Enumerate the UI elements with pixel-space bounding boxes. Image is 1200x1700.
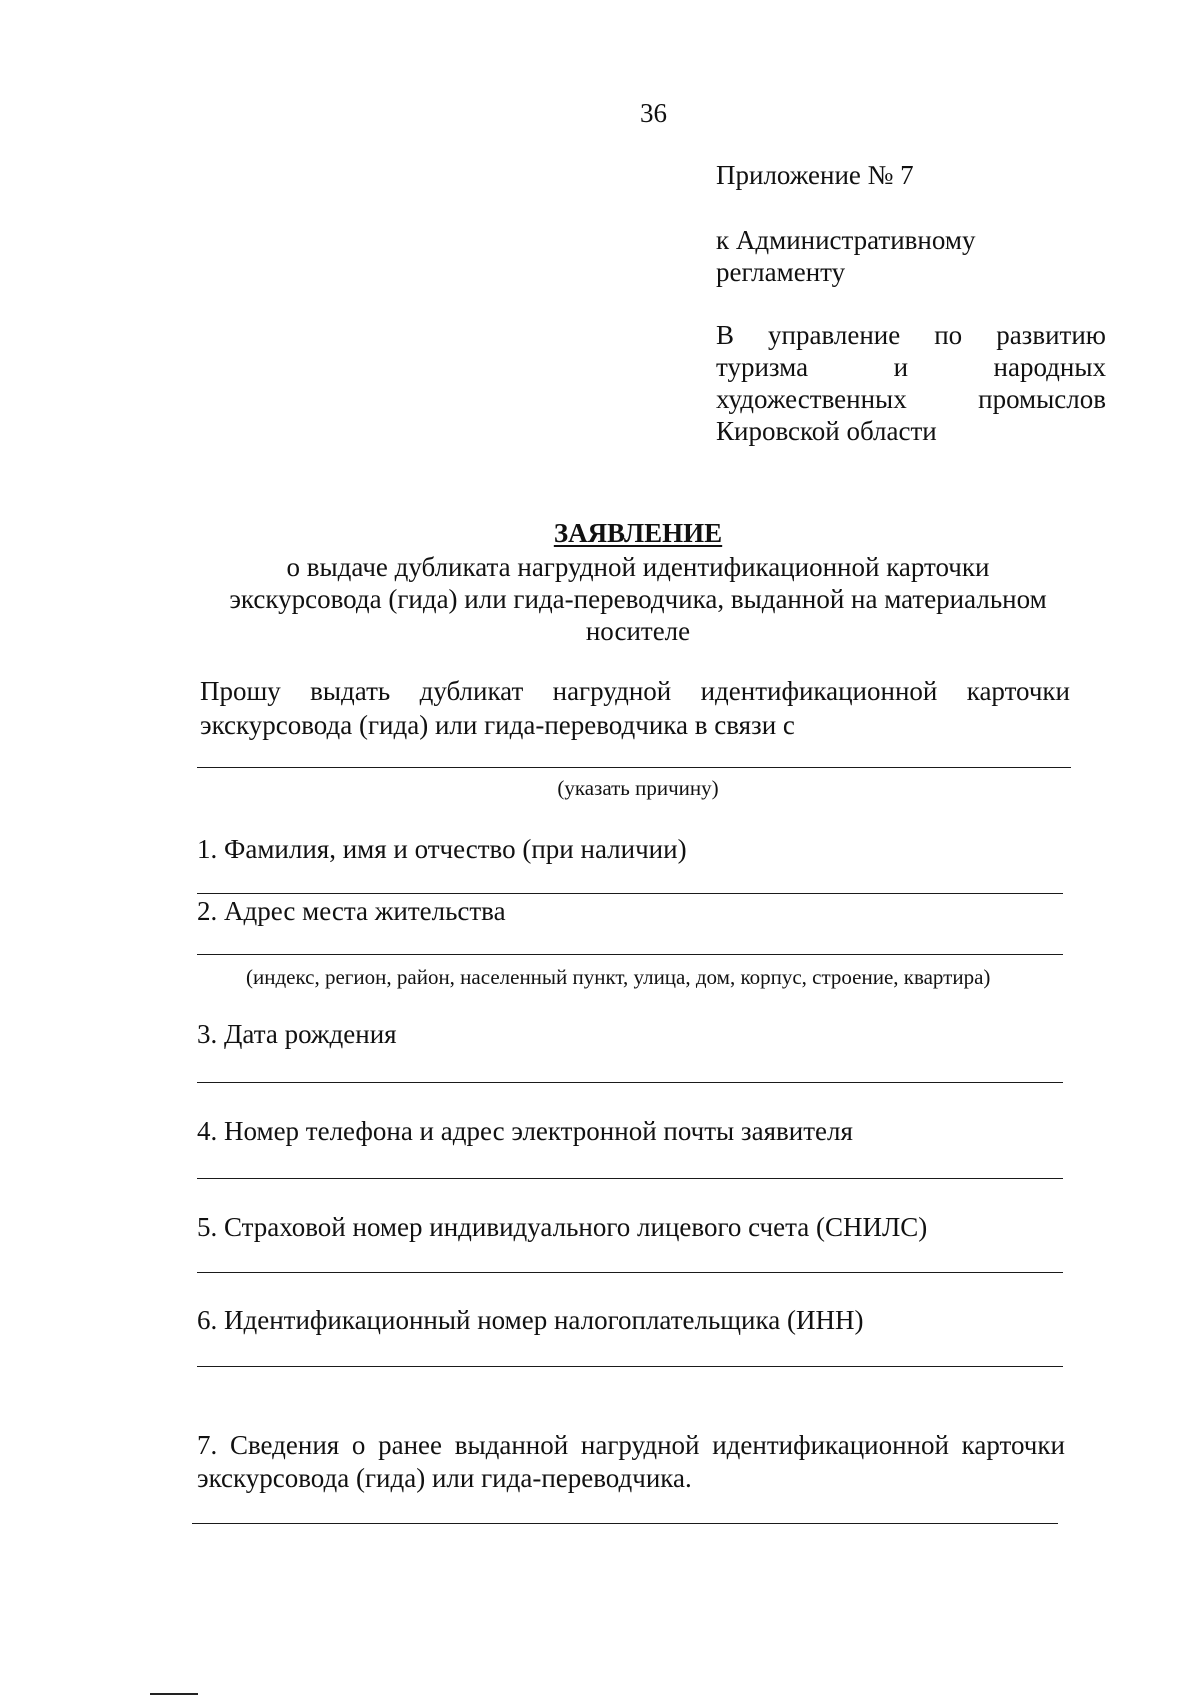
request-word: Прошу <box>200 676 281 706</box>
addressee-line-3 <box>716 384 1106 415</box>
regulation-line-2: регламенту <box>716 257 846 287</box>
field-2-line <box>197 954 1063 955</box>
request-line-1 <box>200 676 1070 707</box>
title-subtitle-line-1: о выдаче дубликата нагрудной идентификационной карточки <box>286 552 990 582</box>
field-6-label: 6. Идентификационный номер налогоплательщика (ИНН) <box>197 1305 864 1335</box>
addressee-word: туризма <box>716 352 809 382</box>
field-7-word: выданной <box>454 1430 569 1460</box>
field-7-word: карточки <box>961 1430 1065 1460</box>
addressee-word: управление <box>768 320 901 350</box>
appendix-label: Приложение № 7 <box>716 160 914 190</box>
addressee-line-1 <box>716 320 1106 351</box>
field-7-line-2: экскурсовода (гида) или гида-переводчика. <box>197 1463 692 1493</box>
scan-artifact-mark <box>150 1693 198 1695</box>
field-7-word: идентификационной <box>712 1430 949 1460</box>
field-4-label: 4. Номер телефона и адрес электронной почты заявителя <box>197 1116 853 1146</box>
field-1-line <box>197 893 1063 894</box>
field-1-label: 1. Фамилия, имя и отчество (при наличии) <box>197 834 687 864</box>
field-7-line <box>192 1523 1058 1524</box>
field-2-hint: (индекс, регион, район, населенный пункт, улица, дом, корпус, строение, квартира) <box>246 965 991 989</box>
request-word: дубликат <box>419 676 524 706</box>
addressee-line-2 <box>716 352 1106 383</box>
regulation-line-1: к Административному <box>716 225 976 255</box>
addressee-word: В <box>716 320 735 350</box>
field-7-word: Сведения <box>229 1430 340 1460</box>
field-5-line <box>197 1272 1063 1273</box>
reason-line <box>197 767 1071 768</box>
field-2-label: 2. Адрес места жительства <box>197 896 506 926</box>
field-3-label: 3. Дата рождения <box>197 1019 397 1049</box>
request-word: нагрудной <box>552 676 672 706</box>
addressee-word: развитию <box>996 320 1106 350</box>
field-4-line <box>197 1178 1063 1179</box>
addressee-word: художественных <box>716 384 907 414</box>
addressee-word: и <box>893 352 909 382</box>
addressee-word: по <box>934 320 963 350</box>
title-subtitle-line-2: экскурсовода (гида) или гида-переводчика, выданной на материальном <box>229 584 1047 614</box>
addressee-word: промыслов <box>978 384 1106 414</box>
title-subtitle-line-3: носителе <box>585 616 691 646</box>
field-7-word: нагрудной <box>580 1430 700 1460</box>
request-line-2: экскурсовода (гида) или гида-переводчика в связи с <box>200 710 795 740</box>
request-word: идентификационной <box>700 676 938 706</box>
request-word: карточки <box>966 676 1070 706</box>
page-number: 36 <box>640 98 667 128</box>
field-3-line <box>197 1082 1063 1083</box>
document-title: ЗАЯВЛЕНИЕ <box>553 518 723 548</box>
field-7-word: ранее <box>378 1430 443 1460</box>
field-7-word: 7. <box>197 1430 218 1460</box>
field-7-word: о <box>351 1430 366 1460</box>
addressee-line-4: Кировской области <box>716 416 937 446</box>
request-word: выдать <box>310 676 391 706</box>
field-6-line <box>197 1366 1063 1367</box>
field-7-line-1 <box>197 1430 1065 1461</box>
addressee-word: народных <box>993 352 1106 382</box>
reason-hint: (указать причину) <box>557 776 719 800</box>
field-5-label: 5. Страховой номер индивидуального лицевого счета (СНИЛС) <box>197 1212 928 1242</box>
